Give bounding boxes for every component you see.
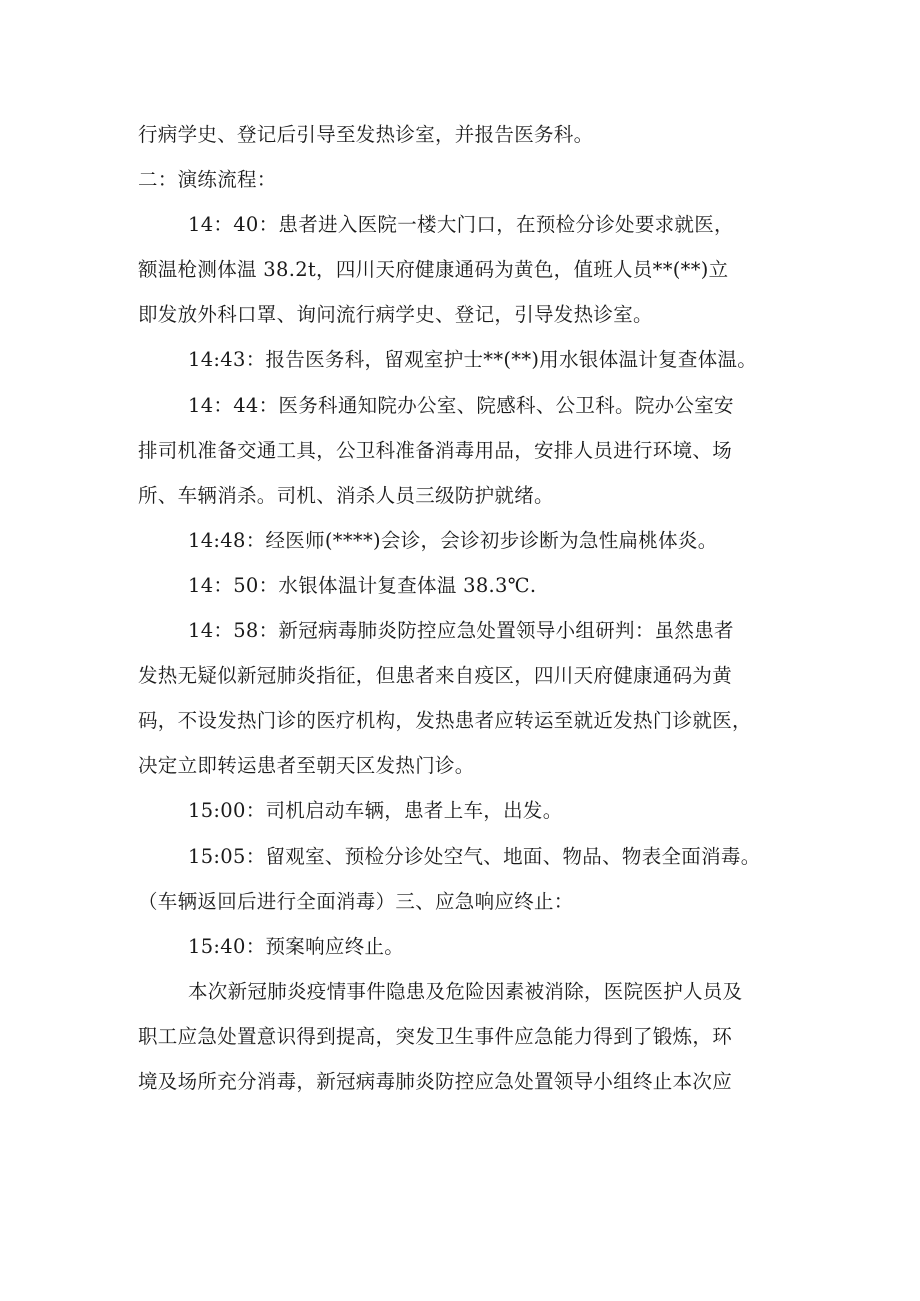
text-line: 14:43：报告医务科，留观室护士**(**)用水银体温计复查体温。 <box>188 348 758 372</box>
text-line: 14：58：新冠病毒肺炎防控应急处置领导小组研判：虽然患者 <box>188 619 734 643</box>
text-line: 职工应急处置意识得到提高，突发卫生事件应急能力得到了锻炼，环 <box>138 1024 733 1048</box>
text-line: 15:00：司机启动车辆，患者上车，出发。 <box>188 799 563 823</box>
text-line: 发热无疑似新冠肺炎指征，但患者来自疫区，四川天府健康通码为黄 <box>138 664 733 688</box>
text-line: 额温枪测体温 38.2t，四川天府健康通码为黄色，值班人员**(**)立 <box>138 258 729 282</box>
text-line: 14:48：经医师(****)会诊，会诊初步诊断为急性扁桃体炎。 <box>188 528 718 552</box>
text-line: 排司机准备交通工具，公卫科准备消毒用品，安排人员进行环境、场 <box>138 438 733 462</box>
section-heading: 二：演练流程： <box>138 168 277 192</box>
text-line: 14：40：患者进入医院一楼大门口，在预检分诊处要求就医， <box>188 213 734 237</box>
text-line: 决定立即转运患者至朝天区发热门诊。 <box>138 754 475 778</box>
text-line: 境及场所充分消毒，新冠病毒肺炎防控应急处置领导小组终止本次应 <box>138 1069 733 1093</box>
text-line: 码，不设发热门诊的医疗机构，发热患者应转运至就近发热门诊就医， <box>138 709 752 733</box>
text-line: 本次新冠肺炎疫情事件隐患及危险因素被消除，医院医护人员及 <box>188 979 743 1003</box>
text-line: 15:05：留观室、预检分诊处空气、地面、物品、物表全面消毒。 <box>188 844 761 868</box>
text-line: 所、车辆消杀。司机、消杀人员三级防护就绪。 <box>138 483 554 507</box>
text-line: 行病学史、登记后引导至发热诊室，并报告医务科。 <box>138 123 594 146</box>
text-line: 14：50：水银体温计复查体温 38.3℃. <box>188 573 537 597</box>
text-line: （车辆返回后进行全面消毒）三、应急响应终止： <box>138 889 574 913</box>
text-line: 即发放外科口罩、询问流行病学史、登记，引导发热诊室。 <box>138 303 653 327</box>
document-body <box>138 112 788 1104</box>
text-line: 14：44：医务科通知院办公室、院感科、公卫科。院办公室安 <box>188 393 734 417</box>
text-line: 15:40：预案响应终止。 <box>188 934 405 958</box>
